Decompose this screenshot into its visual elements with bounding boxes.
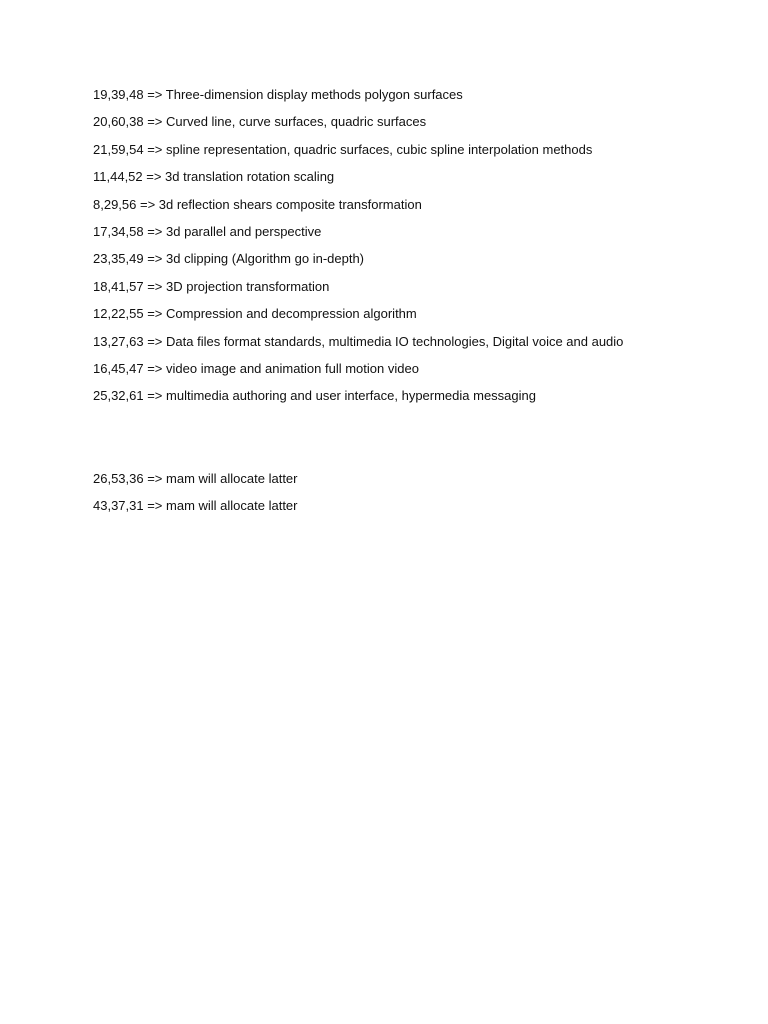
paragraph-gap — [93, 415, 728, 470]
assignment-line: 17,34,58 => 3d parallel and perspective — [93, 223, 322, 239]
pending-line: 43,37,31 => mam will allocate latter — [93, 498, 298, 514]
assignment-line: 19,39,48 => Three-dimension display methods polygon surfaces — [93, 87, 463, 102]
assignment-line: 18,41,57 => 3D projection transformation — [93, 278, 330, 294]
assignment-line: 8,29,56 => 3d reflection shears composite transformation — [93, 196, 422, 212]
assignment-line: 11,44,52 => 3d translation rotation scaling — [93, 169, 335, 185]
assignment-line: 20,60,38 => Curved line, curve surfaces, quadric surfaces — [93, 114, 427, 130]
pending-line: 26,53,36 => mam will allocate latter — [93, 470, 298, 486]
assignment-line: 12,22,55 => Compression and decompression algorithm — [93, 306, 417, 322]
assignment-line: 23,35,49 => 3d clipping (Algorithm go in-depth) — [93, 251, 365, 267]
assignment-line: 25,32,61 => multimedia authoring and user interface, hypermedia messaging — [93, 388, 536, 404]
document-body — [93, 86, 728, 524]
assignment-line: 13,27,63 => Data files format standards, multimedia IO technologies, Digital voice and audio — [93, 333, 624, 349]
assignment-line: 21,59,54 => spline representation, quadric surfaces, cubic spline interpolation methods — [93, 141, 593, 157]
assignment-line: 16,45,47 => video image and animation full motion video — [93, 360, 419, 376]
